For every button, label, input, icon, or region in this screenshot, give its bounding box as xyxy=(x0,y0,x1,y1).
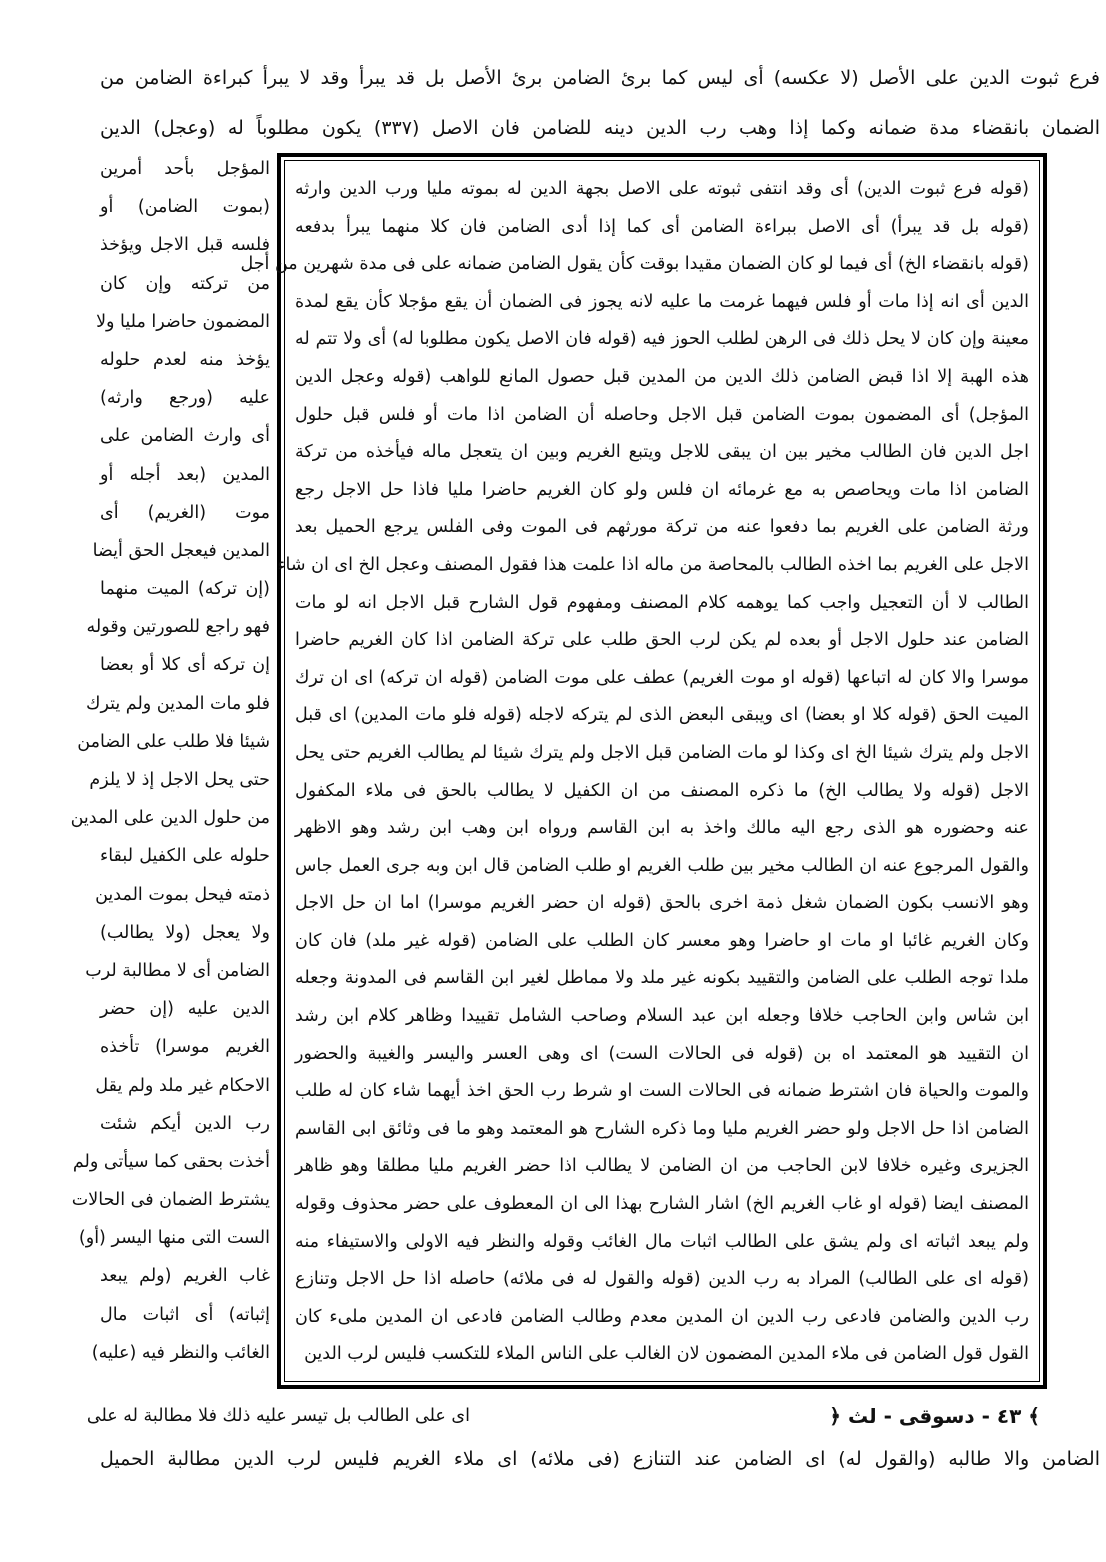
matn-side-line: المدين فيعجل الحق أيضا xyxy=(92,540,270,561)
commentary-line: المصنف ايضا (قوله او غاب الغريم الخ) اشار الشارح بهذا الى ان المعطوف على حضر محذوف وقوله xyxy=(295,1194,1029,1215)
matn-side-line: من حلول الدين على المدين xyxy=(70,808,270,829)
commentary-line: الاجل على الغريم بما اخذه الطالب بالمحاصة من ماله اذا علمت هذا فقول المصنف وعجل الخ اى ان شاء xyxy=(277,554,1029,575)
matn-side-line: (إن تركه) الميت منهما xyxy=(100,579,270,600)
matn-side-line: شيئا فلا طلب على الضامن xyxy=(77,731,270,752)
commentary-line: القول قول الضامن فى ملاء المدين المضمون لان الغالب على الناس الملاء للتكسب فليس لرب الدين xyxy=(304,1344,1029,1365)
commentary-line: (قوله فرع ثبوت الدين) أى وقد انتفى ثبوته على الاصل بجهة الدين له بموته مليا ورب الدين وارثه xyxy=(295,179,1029,199)
commentary-line: ورثة الضامن على الغريم بما دفعوا عنه من تركة مورثهم فى الموت وفى الفلس يرجع الحميل بعد xyxy=(295,517,1029,538)
commentary-line: وهو الانسب بكون الضمان شغل ذمة اخرى بالحق (قوله ان حضر الغريم موسرا) اما ان حل الاجل xyxy=(295,893,1029,914)
matn-side-line: المضمون حاضرا مليا ولا xyxy=(96,311,270,332)
commentary-line: الاجل (قوله ولا يطالب الخ) ما ذكره المصنف من ان الكفيل لا يطالب بالحق فى ملاء المكفول xyxy=(295,780,1029,801)
matn-side-line: عليه (ورجع وارثه) xyxy=(100,388,270,409)
matn-side-line: الاحكام غير ملد ولم يقل xyxy=(95,1075,270,1096)
commentary-frame xyxy=(240,153,1047,1389)
matn-line-1: فرع ثبوت الدين على الأصل (لا عكسه) أى ليس كما برئ الضامن برئ الأصل بل قد يبرأ وقد لا يبرأ كبراءة الضامن من xyxy=(100,67,1100,89)
matn-side-column xyxy=(70,150,270,1420)
matn-side-line: الغائب والنظر فيه (عليه) xyxy=(91,1342,270,1363)
matn-side-line: الضامن أى لا مطالبة لرب xyxy=(85,960,270,981)
matn-side-line: الغريم موسرا) تأخذه xyxy=(100,1037,270,1058)
commentary-text xyxy=(240,171,1029,1375)
commentary-line: ان التقييد هو المعتمد اه بن (قوله فى الحالات الست) اى وهى العسر واليسر والغيبة والحضور xyxy=(295,1043,1029,1064)
matn-side-line: ذمته فيحل بموت المدين xyxy=(95,884,270,905)
matn-side-line: الست التى منها اليسر (أو) xyxy=(78,1228,270,1249)
matn-side-line: فلو مات المدين ولم يترك xyxy=(86,693,270,714)
commentary-line: اجل الدين فان الطالب مخير بين ان يبقى للاجل ويتبع الغريم وبين ان يتعجل ماله فيأخذه من تركة xyxy=(295,442,1029,463)
matn-side-line: موت (الغريم) أى xyxy=(100,502,270,523)
matn-side-line: فلسه قبل الاجل ويؤخذ xyxy=(100,235,270,256)
matn-side-line: الدين عليه (إن حضر xyxy=(100,999,270,1020)
commentary-line: الدين أى انه إذا مات أو فلس فيهما غرمت ما عليه لانه يجوز فى الضمان أن يقع مؤجلا كأن يقع لمدة xyxy=(295,291,1029,312)
matn-side-line: (بموت الضامن) أو xyxy=(100,197,270,218)
matn-side-line: أخذت بحقى كما سيأتى ولم xyxy=(72,1151,270,1172)
matn-side-line: إثباته) أى اثبات مال xyxy=(100,1304,270,1325)
matn-side-line: حلوله على الكفيل لبقاء xyxy=(100,846,270,867)
matn-side-line: رب الدين أيكم شئت xyxy=(100,1113,270,1134)
commentary-line: والموت والحياة فان اشترط ضمانه فى الحالات الست او شرط رب الحق اخذ أيهما شاء كان له طلب xyxy=(295,1081,1029,1102)
commentary-line: ملدا توجه الطلب على الضامن والتقييد بكونه غير ملد ولا مماطل لغير ابن القاسم فى المدونة وجعله xyxy=(295,968,1029,989)
matn-side-line: من تركته وإن كان xyxy=(100,273,270,294)
commentary-line: الطالب لا أن التعجيل واجب كما يوهمه كلام المصنف ومفهوم قول الشارح قبل الاجل انه لو مات xyxy=(295,592,1029,613)
matn-footer-line: الضامن والا طالبه (والقول له) اى الضامن عند التنازع (فى ملائه) اى ملاء الغريم فليس لرب الدين مطالبة الحميل xyxy=(100,1448,1100,1470)
matn-side-line: يشترط الضمان فى الحالات xyxy=(71,1190,270,1211)
commentary-line: الميت الحق (قوله كلا او بعضا) اى ويبقى البعض الذى لم يتركه لاجله (قوله فلو مات المدين) اى قبل xyxy=(295,705,1029,726)
commentary-line: (قوله بل قد يبرأ) أى الاصل ببراءة الضامن أى كما إذا أدى الضامن فان كلا منهما يبرأ بدفعه xyxy=(295,216,1029,237)
commentary-line: موسرا والا كان له اتباعها (قوله او موت الغريم) عطف على موت الضامن (قوله ان تركه) اى ان ترك xyxy=(295,667,1029,688)
commentary-line: عنه وحضوره هو الذى رجع اليه مالك واخذ به ابن القاسم ورواه ابن وهب ابن رشد وهو الاظهر xyxy=(295,818,1029,839)
commentary-line: رب الدين والضامن فادعى رب الدين ان المدين معدم وطالب الضامن فادعى ان المدين ملىء كان xyxy=(295,1306,1029,1327)
commentary-line: ولم يبعد اثباته اى ولم يشق على الطالب اثبات مال الغائب وقوله والنظر فيه الاولى والاستيفاء منه xyxy=(295,1231,1029,1252)
matn-footer-side-line: اى على الطالب بل تيسر عليه ذلك فلا مطالبة له على xyxy=(86,1406,470,1426)
matn-side-line: ولا يعجل (ولا يطالب) xyxy=(100,922,270,943)
commentary-line: الضامن اذا حل الاجل ولو حضر الغريم مليا وما ذكره الشارح هو المعتمد وهو ما فى وثائق ابى القاسم xyxy=(295,1118,1029,1139)
matn-side-line: غاب الغريم (ولم يبعد xyxy=(100,1266,270,1287)
commentary-line: الضامن عند حلول الاجل أو بعده لم يكن لرب الحق طلب على تركة الضامن اذا كان الغريم حاضرا xyxy=(295,630,1029,651)
matn-side-line: أى وارث الضامن على xyxy=(100,426,270,447)
commentary-line: الضامن اذا مات ويحاصص به مع غرمائه ان فلس ولو كان الغريم حاضرا مليا فاذا حل الاجل رجع xyxy=(295,479,1029,500)
commentary-line: (قوله بانقضاء الخ) أى فيما لو كان الضمان مقيدا بوقت كأن يقول الضامن ضمانه على فى مدة شهرين من أجل xyxy=(240,254,1029,275)
commentary-line: ابن شاس وابن الحاجب خلافا وجعله ابن عبد السلام وصاحب الشامل تقييدا وظاهر كلام ابن رشد xyxy=(295,1006,1029,1027)
commentary-line: المؤجل) أى المضمون بموت الضامن قبل الاجل وحاصله أن الضامن اذا مات أو فلس قبل حلول xyxy=(295,404,1029,425)
page-signature-marker: ﴾ ٤٣ - دسوقى - لث ﴿ xyxy=(829,1404,1040,1428)
matn-line-2: الضمان بانقضاء مدة ضمانه وكما إذا وهب رب الدين دينه للضامن فان الاصل (٣٣٧) يكون مطلوباً له (وعجل) الدين xyxy=(100,117,1100,139)
matn-side-line: إن تركه أى كلا أو بعضا xyxy=(100,655,270,676)
commentary-line: والقول المرجوع عنه ان الطالب مخير بين طلب الغريم او طلب الضامن قال ابن وبه جرى العمل جاس xyxy=(295,855,1029,876)
matn-side-line: حتى يحل الاجل إذ لا يلزم xyxy=(89,770,270,790)
matn-side-line: المدين (بعد أجله أو xyxy=(100,464,270,485)
commentary-line: (قوله اى على الطالب) المراد به رب الدين (قوله والقول له فى ملائه) حاصله اذا حل الاجل وتنازع xyxy=(295,1269,1029,1290)
commentary-line: الجزيرى وغيره خلافا لابن الحاجب من ان الضامن لا يطالب اذا حضر الغريم مليا مطلقا وهو ظاهر xyxy=(295,1156,1029,1177)
matn-side-line: فهو راجع للصورتين وقوله xyxy=(86,617,270,638)
commentary-line: وكان الغريم غائبا او مات او حاضرا وهو معسر كان الطلب على الضامن (قوله غير ملد) فان كان xyxy=(295,930,1029,951)
matn-side-line: يؤخذ منه لعدم حلوله xyxy=(100,349,270,370)
commentary-line: معينة وإن كان لا يحل ذلك فى الرهن لطلب الحوز فيه (قوله فان الاصل يكون مطلوبا له) أى ولا تتم له xyxy=(295,329,1029,350)
matn-side-line: المؤجل بأحد أمرين xyxy=(100,159,270,179)
commentary-line: هذه الهبة إلا اذا قبض الضامن ذلك الدين من المدين قبل حصول المانع للواهب (قوله وعجل الدين xyxy=(295,366,1029,387)
commentary-line: الاجل ولم يترك شيئا الخ اى وكذا لو مات الضامن قبل الاجل ولم يترك شيئا لم يطالب الغريم حتى يحل xyxy=(295,742,1029,763)
